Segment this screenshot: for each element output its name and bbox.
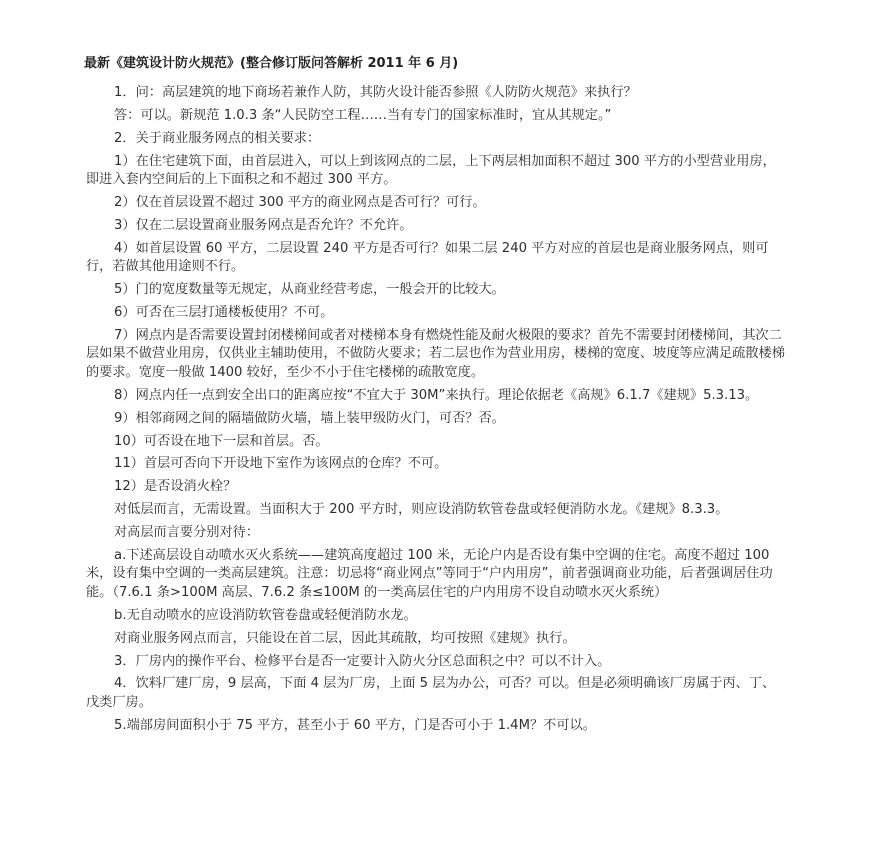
paragraph: 9）相邻商网之间的隔墙做防火墙，墙上装甲级防火门，可否？否。 (114, 410, 505, 426)
paragraph: 1．问：高层建筑的地下商场若兼作人防，其防火设计能否参照《人防防火规范》来执行？ (114, 85, 637, 100)
paragraph: 3．厂房内的操作平台、检修平台是否一定要计入防火分区总面积之中？可以不计入。 (114, 653, 611, 669)
paragraph: 6）可否在三层打通楼板使用？不可。 (114, 305, 334, 321)
paragraph: b.无自动喷水的应设消防软管卷盘或轻便消防水龙。 (114, 607, 417, 623)
paragraph: 对低层而言，无需设置。当面积大于 200 平方时，则应设消防软管卷盘或轻便消防水龙。《建规》8.3.3。 (114, 502, 729, 518)
paragraph: 4．饮料厂建厂房，9 层高，下面 4 层为厂房，上面 5 层为办公，可否？可以。但是必须明确该厂房属于丙、丁、戊类厂房。 (86, 676, 776, 710)
paragraph: 对商业服务网点而言，只能设在首二层，因此其疏散，均可按照《建规》执行。 (114, 630, 576, 646)
paragraph: 对高层而言要分别对待： (114, 525, 260, 541)
paragraph: 1）在住宅建筑下面，由首层进入，可以上到该网点的二层，上下两层相加面积不超过 300 平方的小型营业用房，即进入套内空间后的上下面积之和不超过 300 平方。 (86, 153, 776, 188)
paragraph: a.下述高层设自动喷水灭火系统——建筑高度超过 100 米，无论户内是否设有集中空调的住宅。高度不超过 100 米，设有集中空调的一类高层建筑。注意：切忌将“商业网点”等同于“户内用房”，前者强调商业功能，后者强调居住功能。（7.6.1 条>100M 高层、7.6.2 条≤100M 的一类高层住宅的户内用房不设自动喷水灭火系统） (86, 548, 773, 600)
paragraph: 10）可否设在地下一层和首层。否。 (114, 433, 329, 449)
paragraph: 5）门的宽度数量等无规定，从商业经营考虑，一般会开的比较大。 (114, 282, 505, 298)
paragraph: 3）仅在二层设置商业服务网点是否允许？不允许。 (114, 217, 413, 233)
paragraph: 4）如首层设置 60 平方，二层设置 240 平方是否可行？如果二层 240 平方对应的首层也是商业服务网点，则可行，若做其他用途则不行。 (86, 240, 769, 275)
paragraph: 2．关于商业服务网点的相关要求： (114, 130, 321, 146)
paragraph: 7）网点内是否需要设置封闭楼梯间或者对楼梯本身有燃烧性能及耐火极限的要求？首先不需要封闭楼梯间，其次二层如果不做营业用房，仅供业主辅助使用，不做防火要求；若二层也作为营业用房，楼梯的宽度、坡度等应满足疏散楼梯的要求。宽度一般做 1400 较好，至少不小于住宅楼梯的疏散宽度。 (86, 327, 785, 380)
paragraph: 2）仅在首层设置不超过 300 平方的商业网点是否可行？可行。 (114, 195, 486, 211)
paragraph: 11）首层可否向下开设地下室作为该网点的仓库？不可。 (114, 456, 448, 472)
paragraph: 8）网点内任一点到安全出口的距离应按“不宜大于 30M”来执行。理论依据老《高规》6.1.7《建规》5.3.13。 (114, 387, 759, 403)
document-body (86, 84, 786, 740)
paragraph: 12）是否设消火栓？ (114, 479, 237, 495)
document-title: 最新《建筑设计防火规范》(整合修订版问答解析 2011 年 6 月) (84, 56, 459, 71)
paragraph: 答：可以。新规范 1.0.3 条“人民防空工程……当有专门的国家标准时，宜从其规定。” (114, 107, 612, 123)
paragraph: 5.端部房间面积小于 75 平方，甚至小于 60 平方，门是否可小于 1.4M？不可以。 (114, 717, 596, 733)
